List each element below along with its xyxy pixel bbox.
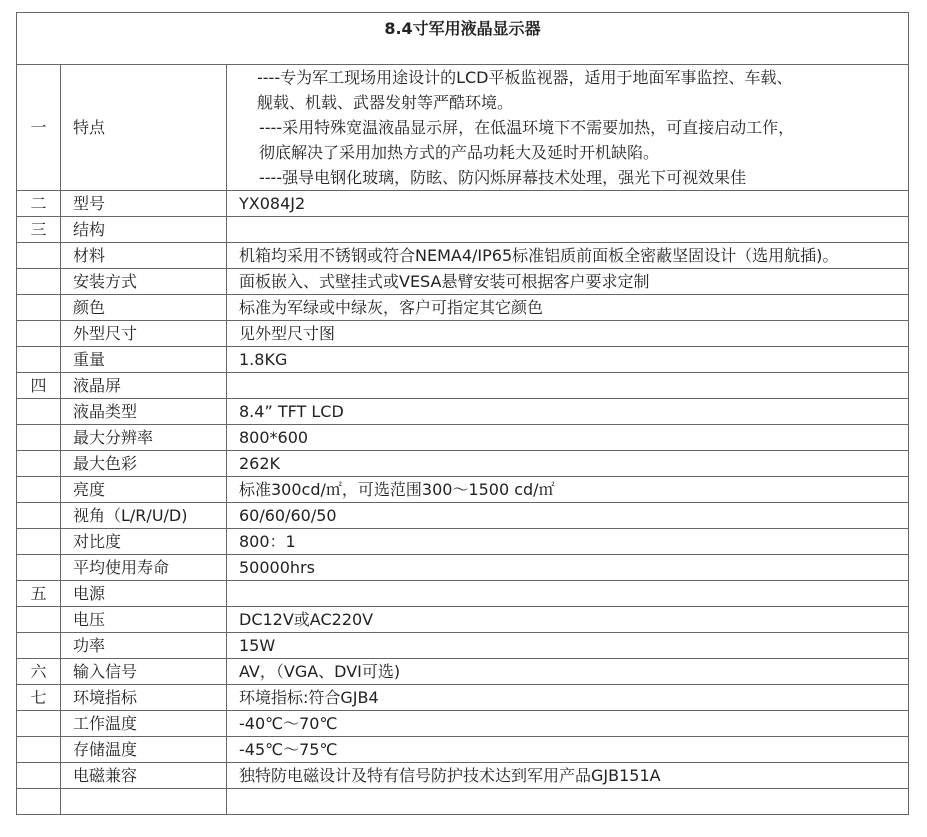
row-value: 800：1 [227, 529, 909, 555]
row-value: 独特防电磁设计及特有信号防护技术达到军用产品GJB151A [227, 763, 909, 789]
row-value: 50000hrs [227, 555, 909, 581]
row-value: 见外型尺寸图 [227, 321, 909, 347]
row-label: 材料 [61, 243, 227, 269]
row-label: 特点 [61, 65, 227, 191]
row-label: 重量 [61, 347, 227, 373]
row-value: 800*600 [227, 425, 909, 451]
row-number: 五 [17, 581, 61, 607]
row-number [17, 789, 61, 815]
row-number [17, 633, 61, 659]
table-row [17, 503, 909, 529]
table-row [17, 191, 909, 217]
table-row [17, 373, 909, 399]
row-label: 电压 [61, 607, 227, 633]
row-label [61, 789, 227, 815]
table-row [17, 269, 909, 295]
row-label: 外型尺寸 [61, 321, 227, 347]
row-value: 标准为军绿或中绿灰，客户可指定其它颜色 [227, 295, 909, 321]
table-row [17, 659, 909, 685]
row-label: 对比度 [61, 529, 227, 555]
table-title: 8.4寸军用液晶显示器 [17, 13, 909, 65]
title-row [17, 13, 909, 65]
row-label: 最大色彩 [61, 451, 227, 477]
row-value: 15W [227, 633, 909, 659]
row-label: 型号 [61, 191, 227, 217]
row-value: AV，（VGA、DVI可选) [227, 659, 909, 685]
table-row [17, 555, 909, 581]
row-number [17, 269, 61, 295]
row-number: 四 [17, 373, 61, 399]
spec-table [16, 12, 909, 815]
row-label: 存储温度 [61, 737, 227, 763]
row-number [17, 321, 61, 347]
table-row [17, 529, 909, 555]
row-value: 1.8KG [227, 347, 909, 373]
table-row [17, 711, 909, 737]
table-row [17, 685, 909, 711]
row-number [17, 347, 61, 373]
row-label: 视角（L/R/U/D) [61, 503, 227, 529]
row-value: DC12V或AC220V [227, 607, 909, 633]
table-row [17, 607, 909, 633]
row-number: 七 [17, 685, 61, 711]
row-value: YX084J2 [227, 191, 909, 217]
row-number [17, 295, 61, 321]
table-row [17, 789, 909, 815]
row-number [17, 711, 61, 737]
row-value: 标准300cd/㎡，可选范围300～1500 cd/㎡ [227, 477, 909, 503]
row-value: 60/60/60/50 [227, 503, 909, 529]
row-label: 功率 [61, 633, 227, 659]
row-value [227, 217, 909, 243]
table-row [17, 425, 909, 451]
feature-line: 彻底解决了采用加热方式的产品功耗大及延时开机缺陷。 [259, 143, 660, 162]
row-value: 262K [227, 451, 909, 477]
feature-line: ----强导电钢化玻璃，防眩、防闪烁屏幕技术处理，强光下可视效果佳 [259, 168, 747, 187]
row-value: 环境指标:符合GJB4 [227, 685, 909, 711]
row-value: 机箱均采用不锈钢或符合NEMA4/IP65标准铝质前面板全密蔽坚固设计（选用航插)。 [227, 243, 909, 269]
row-number [17, 451, 61, 477]
row-number [17, 607, 61, 633]
row-number [17, 555, 61, 581]
table-row [17, 763, 909, 789]
table-row [17, 581, 909, 607]
row-label: 电磁兼容 [61, 763, 227, 789]
table-row [17, 295, 909, 321]
row-number [17, 425, 61, 451]
row-number [17, 243, 61, 269]
features-value [227, 65, 909, 191]
row-number [17, 399, 61, 425]
row-label: 安装方式 [61, 269, 227, 295]
table-row [17, 347, 909, 373]
row-value [227, 789, 909, 815]
row-label: 亮度 [61, 477, 227, 503]
feature-line: ----专为军工现场用途设计的LCD平板监视器，适用于地面军事监控、车载、 [257, 68, 793, 87]
row-value [227, 373, 909, 399]
row-number [17, 737, 61, 763]
row-number [17, 763, 61, 789]
table-row [17, 217, 909, 243]
row-value: -40℃～70℃ [227, 711, 909, 737]
table-row [17, 321, 909, 347]
table-row [17, 477, 909, 503]
row-label: 输入信号 [61, 659, 227, 685]
row-number [17, 529, 61, 555]
table-row [17, 451, 909, 477]
feature-line: ----采用特殊宽温液晶显示屏，在低温环境下不需要加热，可直接启动工作， [259, 118, 795, 137]
row-label: 液晶屏 [61, 373, 227, 399]
row-label: 电源 [61, 581, 227, 607]
row-label: 环境指标 [61, 685, 227, 711]
row-number [17, 477, 61, 503]
row-label: 工作温度 [61, 711, 227, 737]
row-number: 六 [17, 659, 61, 685]
row-label: 液晶类型 [61, 399, 227, 425]
row-value: -45℃～75℃ [227, 737, 909, 763]
row-label: 平均使用寿命 [61, 555, 227, 581]
spec-sheet [16, 12, 908, 821]
table-row [17, 737, 909, 763]
row-value [227, 581, 909, 607]
table-row [17, 399, 909, 425]
feature-line: 舰载、机载、武器发射等严酷环境。 [257, 93, 514, 112]
row-label: 结构 [61, 217, 227, 243]
row-number: 三 [17, 217, 61, 243]
row-value: 8.4” TFT LCD [227, 399, 909, 425]
row-number: 一 [17, 65, 61, 191]
row-value: 面板嵌入、式壁挂式或VESA悬臂安装可根据客户要求定制 [227, 269, 909, 295]
row-label: 最大分辨率 [61, 425, 227, 451]
row-label: 颜色 [61, 295, 227, 321]
row-number [17, 503, 61, 529]
row-number: 二 [17, 191, 61, 217]
table-row-features [17, 65, 909, 191]
table-row [17, 633, 909, 659]
table-row [17, 243, 909, 269]
